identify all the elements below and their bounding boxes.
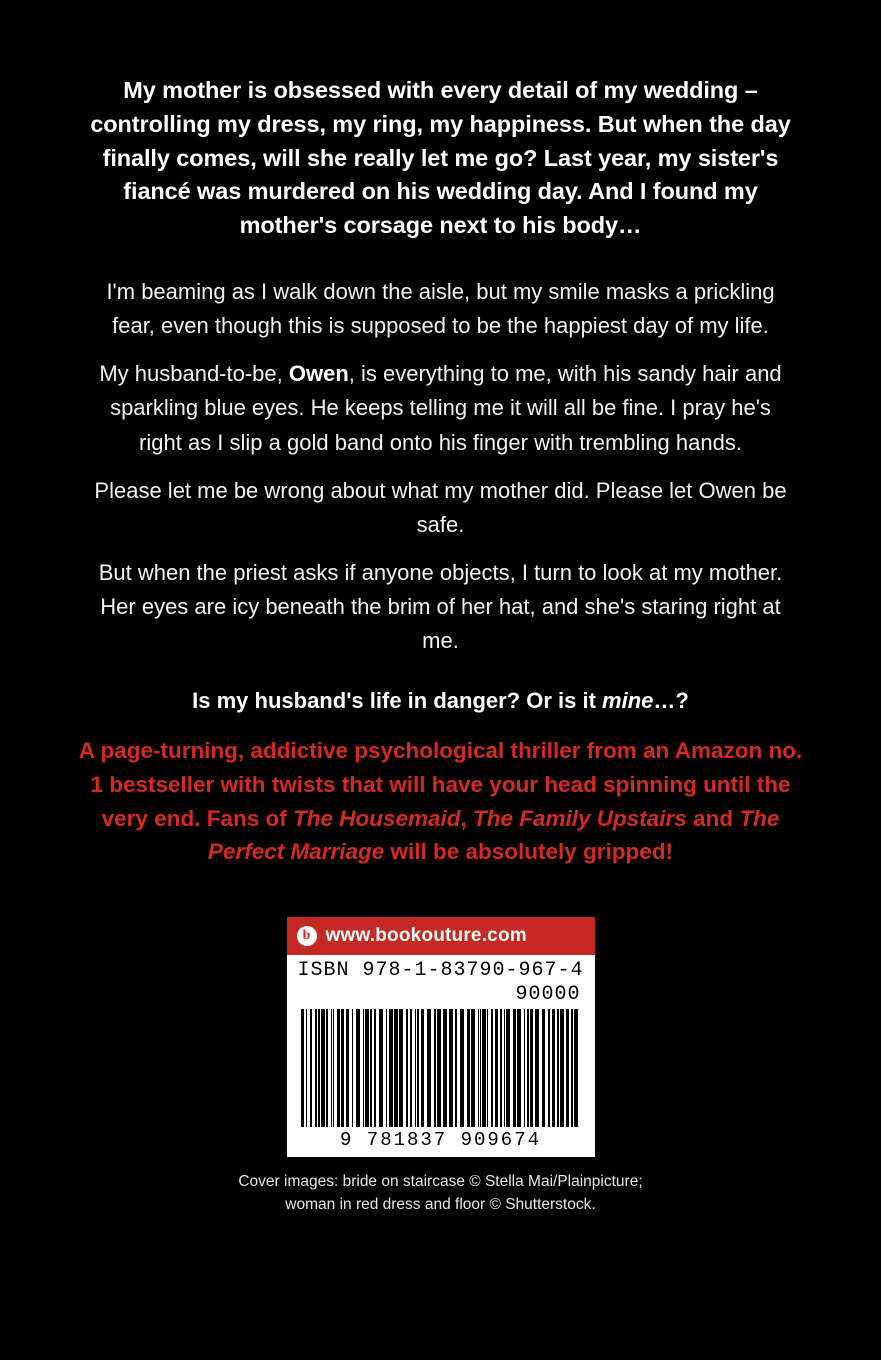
question-lead: Is my husband's life in danger? Or is it	[192, 688, 603, 714]
paragraph-text: I'm beaming as I walk down the aisle, but my smile masks a prickling fear, even though this is supposed to be the happiest day of my life.	[106, 279, 775, 339]
referenced-title-perfect-marriage: The Perfect Marriage	[207, 805, 780, 865]
publisher-bar	[287, 917, 595, 955]
blurb-paragraph-aisle	[91, 275, 791, 343]
character-name-owen: Owen	[288, 361, 349, 387]
endorsement-text	[76, 734, 806, 869]
ean-digits: 9 781837 909674	[339, 1129, 542, 1152]
blurb-question	[192, 688, 689, 714]
paragraph-text-part: , is everything to me, with his sandy hair and sparkling blue eyes. He keeps telling me it will all be fine. I pray he's right as I slip a gold band onto his finger with trembling hands.	[110, 361, 782, 455]
blurb-hook: My mother is obsessed with every detail of my wedding – controlling my dress, my ring, my happiness. But when the day finally comes, will she really let me go? Last year, my sister's fiancé was murdered on his wedding day. And I found my mother's corsage next to his body…	[90, 77, 791, 239]
paragraph-text: Please let me be wrong about what my mother did. Please let Owen be safe.	[94, 477, 787, 537]
endorsement-part: A page-turning, addictive psychological thriller from an Amazon no. 1 bestseller with twists that will have your head spinning until the very end. Fans of	[78, 738, 803, 831]
paragraph-text-part: My husband-to-be,	[99, 361, 289, 387]
isbn-label: ISBN	[297, 959, 350, 983]
isbn-number: 978-1-83790-967-4	[362, 959, 584, 983]
credit-line-2: woman in red dress and floor © Shutterstock.	[285, 1195, 596, 1213]
referenced-title-family-upstairs: The Family Upstairs	[473, 805, 687, 831]
credit-line-1: Cover images: bride on staircase © Stella Mai/Plainpicture;	[238, 1173, 643, 1191]
barcode-block	[287, 917, 595, 1157]
endorsement-part: ,	[460, 805, 473, 831]
barcode-bars	[301, 1009, 581, 1127]
blurb-paragraph-plea	[91, 474, 791, 542]
publisher-website[interactable]: www.bookouture.com	[325, 925, 527, 947]
price-extension: 90000	[515, 983, 581, 1007]
image-credits	[238, 1171, 642, 1216]
paragraph-text: But when the priest asks if anyone objects, I turn to look at my mother. Her eyes are icy beneath the brim of her hat, and she's staring right at me.	[98, 559, 783, 653]
blurb-paragraph-priest	[91, 556, 791, 658]
referenced-title-housemaid: The Housemaid	[292, 805, 461, 831]
endorsement-part: will be absolutely gripped!	[384, 839, 674, 865]
isbn-row	[287, 955, 595, 983]
endorsement-part: and	[686, 805, 740, 831]
question-emphasis: mine	[602, 688, 654, 714]
bookouture-logo-icon: b	[297, 926, 317, 946]
blurb-paragraph-owen	[91, 357, 791, 459]
question-tail: …?	[653, 688, 689, 714]
